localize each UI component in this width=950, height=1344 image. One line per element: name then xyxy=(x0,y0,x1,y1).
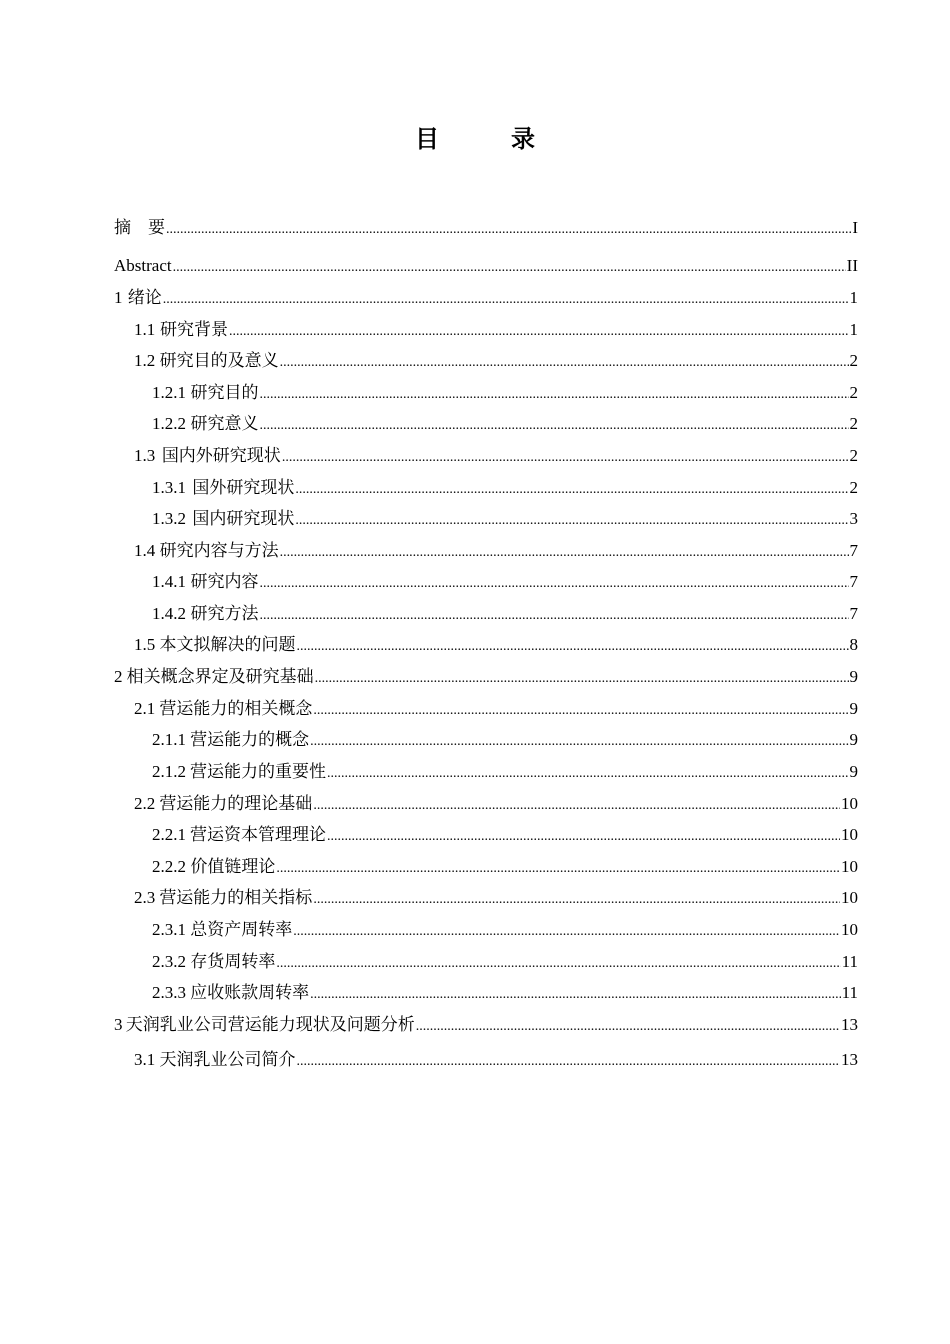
toc-entry-title: 营运能力的相关概念 xyxy=(159,699,313,719)
toc-entry-title: 国外研究现状 xyxy=(192,478,295,498)
toc-entry-title: 绪论 xyxy=(127,288,162,308)
dot-leader xyxy=(296,1049,840,1075)
toc-entry-page: 9 xyxy=(849,699,858,718)
toc-entry-number: 1.2 xyxy=(134,351,156,370)
toc-entry-page: 7 xyxy=(849,572,858,591)
toc-entry-title: 相关概念界定及研究基础 xyxy=(126,667,314,687)
toc-entry-title: 应收账款周转率 xyxy=(190,983,310,1003)
dot-leader xyxy=(280,350,849,376)
dot-leader xyxy=(260,382,849,408)
toc-entry-1-4-2[interactable] xyxy=(152,601,858,627)
toc-entry-page: 13 xyxy=(841,1050,858,1069)
dot-leader xyxy=(282,445,849,471)
dot-leader xyxy=(327,824,840,850)
toc-entry-page: 7 xyxy=(849,604,858,623)
toc-entry-page: 1 xyxy=(849,288,858,307)
toc-entry-page: 2 xyxy=(849,383,858,402)
dot-leader xyxy=(313,887,840,913)
toc-entry-2-3-3[interactable] xyxy=(152,980,858,1006)
toc-entry-number: 1.2.1 xyxy=(152,383,186,402)
toc-entry-title: 存货周转率 xyxy=(190,952,276,972)
dot-leader xyxy=(260,571,849,597)
toc-entry-page: 2 xyxy=(849,414,858,433)
toc-entry-number: 2 xyxy=(114,667,123,686)
toc-entry-page: 9 xyxy=(849,762,858,781)
toc-entry-page: 3 xyxy=(849,509,858,528)
toc-entry-1-2[interactable] xyxy=(134,348,858,374)
toc-entry-page: 2 xyxy=(849,446,858,465)
toc-entry-title: 总资产周转率 xyxy=(190,920,293,940)
toc-entry-2-2-1[interactable] xyxy=(152,822,858,848)
toc-entry-page: II xyxy=(846,256,858,275)
toc-entry-page: 2 xyxy=(849,478,858,497)
toc-entry-page: 2 xyxy=(849,351,858,370)
toc-entry-title: 研究内容与方法 xyxy=(159,541,279,561)
dot-leader xyxy=(293,919,840,945)
toc-entry-number: 1.3.1 xyxy=(152,478,186,497)
toc-entry-page: 7 xyxy=(849,541,858,560)
toc-entry-2-2[interactable] xyxy=(134,791,858,817)
toc-entry-title: 研究意义 xyxy=(190,414,259,434)
toc-entry-title: Abstract xyxy=(114,256,172,275)
toc-entry-page: 11 xyxy=(841,952,858,971)
dot-leader xyxy=(315,666,849,692)
toc-entry-title: 摘 要 xyxy=(114,218,165,238)
dot-leader xyxy=(229,319,848,345)
toc-entry-title: 价值链理论 xyxy=(190,857,276,877)
toc-entry-1[interactable] xyxy=(114,285,858,311)
dot-leader xyxy=(260,603,849,629)
toc-entry-title: 天润乳业公司营运能力现状及问题分析 xyxy=(125,1015,415,1035)
dot-leader xyxy=(280,540,849,566)
toc-entry-3-1[interactable] xyxy=(134,1047,858,1073)
toc-entry-page: I xyxy=(852,218,858,237)
toc-entry-number: 2.2.1 xyxy=(152,825,186,844)
toc-entry-title: 本文拟解决的问题 xyxy=(159,635,296,655)
toc-entry-number: 1.3.2 xyxy=(152,509,186,528)
toc-entry-number: 2.3.3 xyxy=(152,983,186,1002)
toc-entry-number: 1.4.2 xyxy=(152,604,186,623)
toc-entry-number: 1.3 xyxy=(134,446,156,465)
toc-entry-1-1[interactable] xyxy=(134,317,858,343)
toc-entry-title: 营运能力的相关指标 xyxy=(159,888,313,908)
toc-entry-page: 10 xyxy=(841,794,858,813)
toc-entry-number: 3.1 xyxy=(134,1050,156,1069)
toc-entry-page: 9 xyxy=(849,730,858,749)
toc-entry-number: 1.4 xyxy=(134,541,156,560)
toc-entry-2-1-2[interactable] xyxy=(152,759,858,785)
toc-entry-title: 营运能力的概念 xyxy=(190,730,310,750)
toc-entry-2[interactable] xyxy=(114,664,858,690)
toc-entry-number: 1.4.1 xyxy=(152,572,186,591)
toc-entry-1-2-2[interactable] xyxy=(152,411,858,437)
toc-entry-number: 2.1.2 xyxy=(152,762,186,781)
toc-entry-title: 研究方法 xyxy=(190,604,259,624)
dot-leader xyxy=(276,951,840,977)
toc-entry-2-3-1[interactable] xyxy=(152,917,858,943)
toc-entry-title: 研究目的 xyxy=(190,383,259,403)
toc-entry-number: 2.1.1 xyxy=(152,730,186,749)
toc-entry-title: 研究内容 xyxy=(190,572,259,592)
dot-leader xyxy=(416,1014,840,1040)
toc-entry-page: 9 xyxy=(849,667,858,686)
toc-entry-number: 2.3.1 xyxy=(152,920,186,939)
toc-entry-abstract-cn[interactable] xyxy=(114,215,858,241)
toc-entry-number: 1.1 xyxy=(134,320,156,339)
toc-entry-page: 10 xyxy=(841,857,858,876)
dot-leader xyxy=(310,982,841,1008)
toc-entry-number: 2.2 xyxy=(134,794,156,813)
toc-entry-number: 1 xyxy=(114,288,123,307)
toc-entry-1-2-1[interactable] xyxy=(152,380,858,406)
dot-leader xyxy=(260,413,849,439)
toc-entry-number: 2.1 xyxy=(134,699,156,718)
toc-entry-title: 营运能力的重要性 xyxy=(190,762,327,782)
toc-entry-title: 营运能力的理论基础 xyxy=(159,794,313,814)
toc-entry-page: 10 xyxy=(841,888,858,907)
dot-leader xyxy=(295,477,848,503)
toc-entry-3[interactable] xyxy=(114,1012,858,1038)
dot-leader xyxy=(313,698,848,724)
toc-entry-number: 2.3 xyxy=(134,888,156,907)
toc-entry-page: 1 xyxy=(849,320,858,339)
toc-entry-page: 8 xyxy=(849,635,858,654)
toc-entry-page: 11 xyxy=(841,983,858,1002)
toc-entry-2-3[interactable] xyxy=(134,885,858,911)
dot-leader xyxy=(327,761,848,787)
toc-entry-2-2-2[interactable] xyxy=(152,854,858,880)
dot-leader xyxy=(313,793,840,819)
toc-entry-page: 13 xyxy=(841,1015,858,1034)
toc-entry-title: 研究目的及意义 xyxy=(159,351,279,371)
toc-entry-number: 2.3.2 xyxy=(152,952,186,971)
page-title: 目 录 xyxy=(415,125,559,153)
toc-entry-1-3[interactable] xyxy=(134,443,858,469)
toc-entry-number: 1.5 xyxy=(134,635,156,654)
toc-entry-number: 1.2.2 xyxy=(152,414,186,433)
dot-leader xyxy=(310,729,848,755)
toc-entry-title: 国内研究现状 xyxy=(192,509,295,529)
dot-leader xyxy=(297,634,849,660)
toc-entry-2-3-2[interactable] xyxy=(152,949,858,975)
dot-leader xyxy=(276,856,840,882)
toc-entry-abstract-en[interactable] xyxy=(114,253,858,279)
toc-entry-2-1-1[interactable] xyxy=(152,727,858,753)
toc-entry-number: 3 xyxy=(114,1015,123,1034)
toc-entry-1-3-1[interactable] xyxy=(152,475,858,501)
toc-entry-title: 研究背景 xyxy=(160,320,229,340)
toc-entry-2-1[interactable] xyxy=(134,696,858,722)
dot-leader xyxy=(173,255,846,281)
toc-entry-1-4-1[interactable] xyxy=(152,569,858,595)
toc-entry-title: 营运资本管理理论 xyxy=(189,825,326,845)
toc-entry-title: 国内外研究现状 xyxy=(161,446,281,466)
toc-entry-1-4[interactable] xyxy=(134,538,858,564)
toc-entry-1-5[interactable] xyxy=(134,632,858,658)
dot-leader xyxy=(295,508,848,534)
dot-leader xyxy=(166,217,851,243)
toc-entry-number: 2.2.2 xyxy=(152,857,186,876)
toc-entry-page: 10 xyxy=(841,825,858,844)
toc-entry-1-3-2[interactable] xyxy=(152,506,858,532)
toc-entry-title: 天润乳业公司简介 xyxy=(159,1050,296,1070)
toc-entry-page: 10 xyxy=(841,920,858,939)
dot-leader xyxy=(163,287,849,313)
